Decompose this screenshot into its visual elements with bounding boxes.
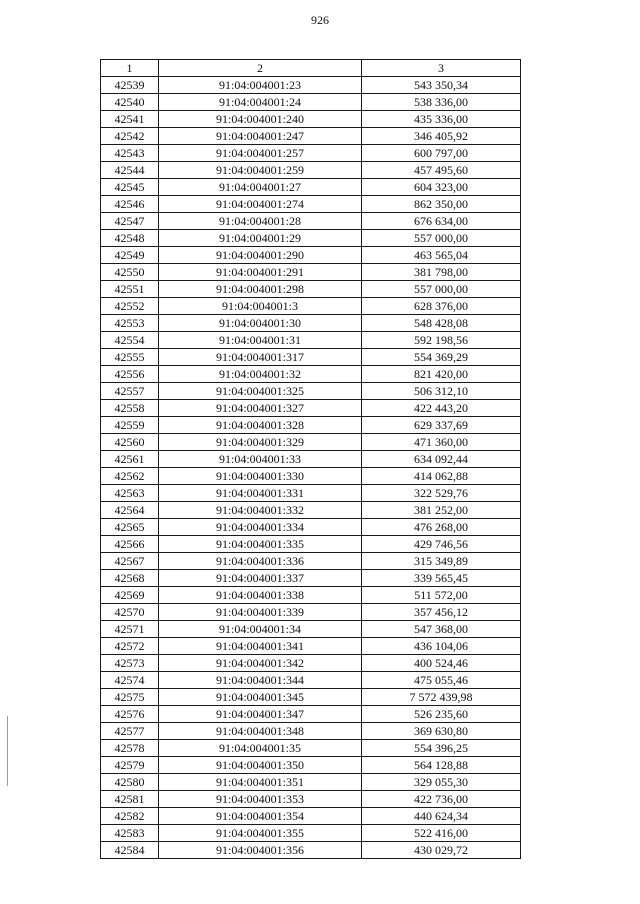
row-number-cell: 42565 [101,519,159,536]
cadastral-number-cell: 91:04:004001:24 [159,94,362,111]
cadastral-number-cell: 91:04:004001:332 [159,502,362,519]
cadastral-number-cell: 91:04:004001:345 [159,689,362,706]
table-row [101,179,521,196]
row-number-cell: 42580 [101,774,159,791]
value-cell: 629 337,69 [362,417,521,434]
cadastral-number-cell: 91:04:004001:330 [159,468,362,485]
table-row [101,196,521,213]
value-cell: 463 565,04 [362,247,521,264]
value-cell: 676 634,00 [362,213,521,230]
value-cell: 381 252,00 [362,502,521,519]
row-number-cell: 42547 [101,213,159,230]
value-cell: 436 104,06 [362,638,521,655]
row-number-cell: 42582 [101,808,159,825]
table-row [101,485,521,502]
table-row [101,536,521,553]
table-row [101,570,521,587]
table-row [101,247,521,264]
value-cell: 862 350,00 [362,196,521,213]
value-cell: 634 092,44 [362,451,521,468]
cadastral-number-cell: 91:04:004001:341 [159,638,362,655]
value-cell: 422 443,20 [362,400,521,417]
cadastral-number-cell: 91:04:004001:31 [159,332,362,349]
row-number-cell: 42571 [101,621,159,638]
cadastral-number-cell: 91:04:004001:329 [159,434,362,451]
row-number-cell: 42543 [101,145,159,162]
row-number-cell: 42555 [101,349,159,366]
cadastral-number-cell: 91:04:004001:334 [159,519,362,536]
row-number-cell: 42539 [101,77,159,94]
table-row [101,94,521,111]
row-number-cell: 42574 [101,672,159,689]
table-row [101,383,521,400]
cadastral-number-cell: 91:04:004001:290 [159,247,362,264]
table-row [101,604,521,621]
value-cell: 604 323,00 [362,179,521,196]
table-row [101,417,521,434]
cadastral-number-cell: 91:04:004001:337 [159,570,362,587]
row-number-cell: 42567 [101,553,159,570]
cadastral-number-cell: 91:04:004001:354 [159,808,362,825]
value-cell: 592 198,56 [362,332,521,349]
cadastral-number-cell: 91:04:004001:34 [159,621,362,638]
table-row [101,757,521,774]
value-cell: 430 029,72 [362,842,521,859]
table-row [101,128,521,145]
table-row [101,825,521,842]
table-row [101,774,521,791]
value-cell: 322 529,76 [362,485,521,502]
table-row [101,77,521,94]
row-number-cell: 42550 [101,264,159,281]
value-cell: 564 128,88 [362,757,521,774]
cadastral-number-cell: 91:04:004001:347 [159,706,362,723]
row-number-cell: 42578 [101,740,159,757]
table-row [101,638,521,655]
cadastral-number-cell: 91:04:004001:325 [159,383,362,400]
table-row [101,349,521,366]
cadastral-number-cell: 91:04:004001:355 [159,825,362,842]
row-number-cell: 42575 [101,689,159,706]
value-cell: 7 572 439,98 [362,689,521,706]
page-number: 926 [311,13,329,27]
header-col-2: 2 [159,60,362,77]
row-number-cell: 42545 [101,179,159,196]
value-cell: 543 350,34 [362,77,521,94]
cadastral-number-cell: 91:04:004001:291 [159,264,362,281]
table-row [101,587,521,604]
table-row [101,655,521,672]
cadastral-number-cell: 91:04:004001:328 [159,417,362,434]
value-cell: 600 797,00 [362,145,521,162]
table-row [101,808,521,825]
value-cell: 557 000,00 [362,281,521,298]
cadastral-number-cell: 91:04:004001:30 [159,315,362,332]
cadastral-number-cell: 91:04:004001:32 [159,366,362,383]
cadastral-number-cell: 91:04:004001:298 [159,281,362,298]
table-row [101,366,521,383]
row-number-cell: 42557 [101,383,159,400]
table-header [101,60,521,77]
cadastral-number-cell: 91:04:004001:29 [159,230,362,247]
table-row [101,332,521,349]
value-cell: 511 572,00 [362,587,521,604]
row-number-cell: 42577 [101,723,159,740]
row-number-cell: 42576 [101,706,159,723]
cadastral-number-cell: 91:04:004001:327 [159,400,362,417]
value-cell: 339 565,45 [362,570,521,587]
row-number-cell: 42561 [101,451,159,468]
row-number-cell: 42583 [101,825,159,842]
value-cell: 557 000,00 [362,230,521,247]
table-row [101,723,521,740]
table-row [101,230,521,247]
table-row [101,621,521,638]
registry-table [100,59,521,859]
scan-edge-line [7,716,8,786]
value-cell: 435 336,00 [362,111,521,128]
value-cell: 381 798,00 [362,264,521,281]
row-number-cell: 42551 [101,281,159,298]
table-row [101,400,521,417]
header-row [101,60,521,77]
cadastral-number-cell: 91:04:004001:344 [159,672,362,689]
row-number-cell: 42566 [101,536,159,553]
cadastral-number-cell: 91:04:004001:353 [159,791,362,808]
row-number-cell: 42540 [101,94,159,111]
row-number-cell: 42560 [101,434,159,451]
cadastral-number-cell: 91:04:004001:351 [159,774,362,791]
row-number-cell: 42546 [101,196,159,213]
value-cell: 475 055,46 [362,672,521,689]
table-row [101,740,521,757]
row-number-cell: 42553 [101,315,159,332]
value-cell: 457 495,60 [362,162,521,179]
cadastral-number-cell: 91:04:004001:23 [159,77,362,94]
row-number-cell: 42573 [101,655,159,672]
value-cell: 471 360,00 [362,434,521,451]
row-number-cell: 42558 [101,400,159,417]
value-cell: 554 396,25 [362,740,521,757]
table-row [101,162,521,179]
value-cell: 422 736,00 [362,791,521,808]
table-row [101,434,521,451]
value-cell: 526 235,60 [362,706,521,723]
value-cell: 538 336,00 [362,94,521,111]
table-row [101,213,521,230]
table-row [101,553,521,570]
cadastral-number-cell: 91:04:004001:27 [159,179,362,196]
cadastral-number-cell: 91:04:004001:28 [159,213,362,230]
value-cell: 547 368,00 [362,621,521,638]
cadastral-number-cell: 91:04:004001:33 [159,451,362,468]
row-number-cell: 42549 [101,247,159,264]
value-cell: 821 420,00 [362,366,521,383]
table-row [101,502,521,519]
cadastral-number-cell: 91:04:004001:350 [159,757,362,774]
row-number-cell: 42569 [101,587,159,604]
table-row [101,451,521,468]
cadastral-number-cell: 91:04:004001:356 [159,842,362,859]
row-number-cell: 42563 [101,485,159,502]
value-cell: 554 369,29 [362,349,521,366]
value-cell: 476 268,00 [362,519,521,536]
row-number-cell: 42552 [101,298,159,315]
cadastral-number-cell: 91:04:004001:240 [159,111,362,128]
row-number-cell: 42556 [101,366,159,383]
value-cell: 522 416,00 [362,825,521,842]
row-number-cell: 42579 [101,757,159,774]
table-row [101,315,521,332]
table-row [101,791,521,808]
table-row [101,519,521,536]
cadastral-number-cell: 91:04:004001:274 [159,196,362,213]
row-number-cell: 42570 [101,604,159,621]
table-row [101,281,521,298]
cadastral-number-cell: 91:04:004001:348 [159,723,362,740]
cadastral-number-cell: 91:04:004001:339 [159,604,362,621]
row-number-cell: 42544 [101,162,159,179]
cadastral-number-cell: 91:04:004001:338 [159,587,362,604]
cadastral-number-cell: 91:04:004001:257 [159,145,362,162]
table-row [101,672,521,689]
value-cell: 400 524,46 [362,655,521,672]
cadastral-number-cell: 91:04:004001:3 [159,298,362,315]
value-cell: 628 376,00 [362,298,521,315]
row-number-cell: 42568 [101,570,159,587]
row-number-cell: 42548 [101,230,159,247]
value-cell: 329 055,30 [362,774,521,791]
row-number-cell: 42562 [101,468,159,485]
cadastral-number-cell: 91:04:004001:247 [159,128,362,145]
row-number-cell: 42584 [101,842,159,859]
row-number-cell: 42572 [101,638,159,655]
value-cell: 346 405,92 [362,128,521,145]
value-cell: 548 428,08 [362,315,521,332]
table-body [101,77,521,859]
value-cell: 506 312,10 [362,383,521,400]
row-number-cell: 42564 [101,502,159,519]
cadastral-number-cell: 91:04:004001:342 [159,655,362,672]
table-row [101,468,521,485]
row-number-cell: 42559 [101,417,159,434]
table-row [101,111,521,128]
cadastral-number-cell: 91:04:004001:259 [159,162,362,179]
value-cell: 315 349,89 [362,553,521,570]
table-row [101,298,521,315]
cadastral-number-cell: 91:04:004001:335 [159,536,362,553]
header-col-1: 1 [101,60,159,77]
row-number-cell: 42554 [101,332,159,349]
value-cell: 414 062,88 [362,468,521,485]
value-cell: 429 746,56 [362,536,521,553]
cadastral-number-cell: 91:04:004001:331 [159,485,362,502]
table-row [101,706,521,723]
cadastral-number-cell: 91:04:004001:35 [159,740,362,757]
table-row [101,145,521,162]
value-cell: 357 456,12 [362,604,521,621]
row-number-cell: 42581 [101,791,159,808]
header-col-3: 3 [362,60,521,77]
table-row [101,842,521,859]
value-cell: 369 630,80 [362,723,521,740]
cadastral-number-cell: 91:04:004001:317 [159,349,362,366]
value-cell: 440 624,34 [362,808,521,825]
table-row [101,689,521,706]
cadastral-number-cell: 91:04:004001:336 [159,553,362,570]
table-row [101,264,521,281]
row-number-cell: 42542 [101,128,159,145]
row-number-cell: 42541 [101,111,159,128]
